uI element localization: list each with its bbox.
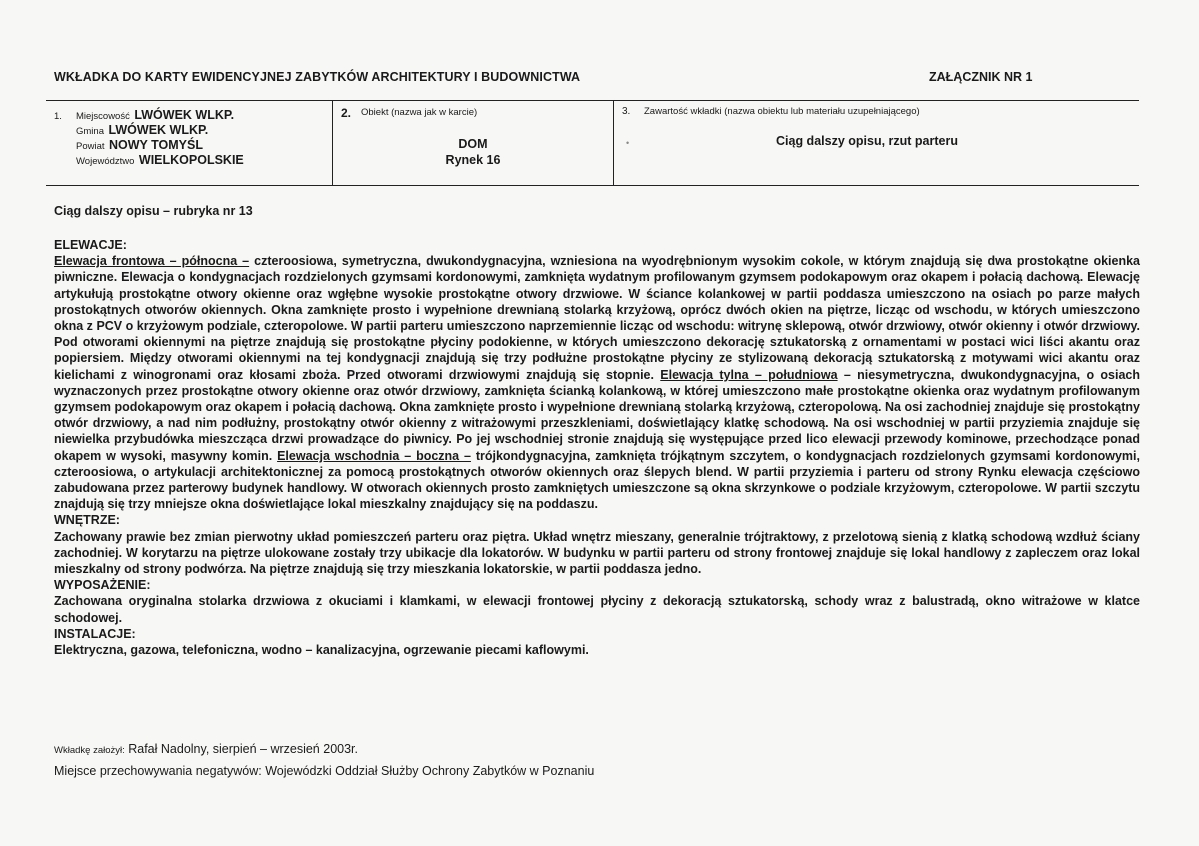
description-body bbox=[54, 237, 1140, 658]
object-cell bbox=[332, 101, 614, 185]
cell-number: 1. bbox=[54, 111, 62, 122]
county-value: NOWY TOMYŚL bbox=[108, 138, 203, 152]
locality-value: LWÓWEK WLKP. bbox=[134, 108, 235, 122]
elevations-heading: ELEWACJE: bbox=[54, 238, 127, 252]
author-line bbox=[54, 742, 358, 756]
east-elevation-label: Elewacja wschodnia – boczna – bbox=[277, 448, 471, 463]
installations-heading: INSTALACJE: bbox=[54, 626, 136, 641]
document-title: WKŁADKA DO KARTY EWIDENCYJNEJ ZABYTKÓW ARCHITEKTURY I BUDOWNICTWA bbox=[54, 70, 581, 84]
contents-cell bbox=[614, 101, 1139, 185]
locality-label: Miejscowość bbox=[76, 111, 130, 122]
equipment-heading: WYPOSAŻENIE: bbox=[54, 578, 151, 593]
object-value bbox=[333, 136, 613, 168]
east-elevation-text: trójkondygnacyjna, zamknięta trójkątnym szczytem, o kondygnacjach rozdzielonych gzymsami kordonowymi, czteroosiowa, o artykulacji architektonicznej za pomocą prostokątnych otworów okiennych oraz ślepych blend. W partii przyziemia i parteru od strony Rynku elewacja częściowo zabudowana przez parterowy budynek handlowy. W otworach okiennych prosto zamkniętych umieszczone są okna skrzynkowe o podziale krzyżowym, czteropolowe. W partii szczytu znajdują się trzy mniejsze okna doświetlające lokal mieszkalny znajdujący się na poddaszu. bbox=[54, 448, 1140, 512]
interior-heading: WNĘTRZE: bbox=[54, 513, 120, 528]
voivodeship-value: WIELKOPOLSKIE bbox=[138, 153, 244, 167]
county-label: Powiat bbox=[76, 141, 105, 152]
negatives-line bbox=[54, 764, 594, 778]
author-label: Wkładkę założył: bbox=[54, 745, 125, 756]
negatives-label: Miejsce przechowywania negatywów: bbox=[54, 764, 262, 778]
commune-label: Gmina bbox=[76, 126, 104, 137]
front-elevation-label: Elewacja frontowa – północna – bbox=[54, 254, 250, 269]
cell-number: 2. bbox=[341, 106, 352, 120]
negatives-value: Wojewódzki Oddział Służby Ochrony Zabytków w Poznaniu bbox=[265, 764, 595, 778]
interior-text: Zachowany prawie bez zmian pierwotny układ pomieszczeń parteru oraz piętra. Układ wnętrz mieszany, generalnie trójtraktowy, z przelotową sienią z klatką schodową wzdłuż ściany zachodniej. W korytarzu na piętrze ulokowane zostały trzy ubikacje dla lokatorów. W budynku w partii parteru od strony frontowej znajduje się lokal handlowy z zapleczem oraz lokal mieszkalny od strony podwórza. Na piętrze znajdują się trzy mieszkania lokatorskie, w partii poddasza jedno. bbox=[54, 529, 1140, 577]
elevations-paragraph bbox=[54, 253, 1140, 512]
equipment-text: Zachowana oryginalna stolarka drzwiowa z okuciami i klamkami, w elewacji frontowej płyciny z dekoracją sztukatorską, schody wraz z balustradą, okno witrażowe w klatce schodowej. bbox=[54, 594, 1140, 625]
header-table bbox=[46, 100, 1139, 186]
bullet-mark: • bbox=[626, 138, 630, 148]
rear-elevation-label: Elewacja tylna – południowa bbox=[660, 367, 838, 382]
voivodeship-row bbox=[76, 151, 244, 169]
contents-label: Zawartość wkładki (nazwa obiektu lub materiału uzupełniającego) bbox=[644, 106, 920, 117]
author-value: Rafał Nadolny, sierpień – wrzesień 2003r. bbox=[128, 742, 358, 756]
cell-number: 3. bbox=[622, 106, 631, 117]
object-name: DOM bbox=[458, 137, 488, 151]
location-cell bbox=[46, 101, 332, 185]
commune-value: LWÓWEK WLKP. bbox=[108, 123, 209, 137]
front-elevation-text: czteroosiowa, symetryczna, dwukondygnacyjna, wzniesiona na wyodrębnionym wysokim cokole, w którym znajdują się dwa prostokątne okienka piwniczne. Elewacja o kondygnacjach rozdzielonych gzymsami kordonowymi, zamknięta wydatnym profilowanym gzymsem podokapowym oraz okapem i połacią dachową. Elewację artykułują prostokątne otwory okienne oraz wgłębne wysokie prostokątne otwory drzwiowe. W ściance kolankowej w partii poddasza umieszczono na osiach po parze małych prostokątnych otworów okiennych. Okna zamknięte prosto i wypełnione drewnianą stolarką krzyżową, oprócz dwóch okien na piętrze, licząc od wschodu, w których umieszczono okna z PCV o krzyżowym podziale, czteropolowe. W partii parteru umieszczono naprzemiennie licząc od wschodu: witrynę sklepową, otwór drzwiowy, otwór okienny i otwór drzwiowy. Pod otworami okiennymi na piętrze znajdują się prostokątne płyciny podokienne, w których umieszczono dekorację sztukatorską z ornamentami w postaci wici liści akantu oraz popiersiem. Między otworami okiennymi na tej kondygnacji znajdują się trzy podłużne prostokątne płyciny ze stylizowaną dekoracją sztukatorską z motywami wici akantu oraz kielichami z winogronami oraz kłosami zboża. Przed otworami drzwiowymi znajdują się stopnie. bbox=[54, 254, 1140, 382]
annex-label: ZAŁĄCZNIK NR 1 bbox=[929, 70, 1033, 84]
contents-value: Ciąg dalszy opisu, rzut parteru bbox=[776, 134, 958, 148]
installations-text: Elektryczna, gazowa, telefoniczna, wodno – kanalizacyjna, ogrzewanie piecami kaflowymi. bbox=[54, 643, 589, 658]
voivodeship-label: Województwo bbox=[76, 156, 135, 167]
object-label: Obiekt (nazwa jak w karcie) bbox=[361, 107, 478, 118]
rear-elevation-text: – niesymetryczna, dwukondygnacyjna, o osiach wyznaczonych przez prostokątne otwory okienne oraz otwór drzwiowy, zamknięta ścianką kolankową, w której umieszczono małe prostokątne okienka oraz wydatnym profilowanym gzymsem podokapowym oraz okapem i połacią dachową. Okna zamknięte prosto i wypełnione drewnianą stolarką krzyżową, czteropolową. Na osi zachodniej znajduje się prostokątny otwór drzwiowy, a nad nim podłużny, prostokątny otwór okienny z witrażowymi przeszkleniami, doświetlający klatkę schodową. Na osi wschodniej w partii przyziemia znajduje się niewielka przybudówka mieszcząca drzwi prowadzące do piwnicy. Po jej wschodniej stronie znajdują się występujące przed lico elewacji przewody kominowe, przechodzące ponad okapem w wysoki, masywny komin. bbox=[54, 367, 1140, 463]
object-address: Rynek 16 bbox=[445, 153, 501, 167]
rubric-heading: Ciąg dalszy opisu – rubryka nr 13 bbox=[54, 204, 253, 218]
